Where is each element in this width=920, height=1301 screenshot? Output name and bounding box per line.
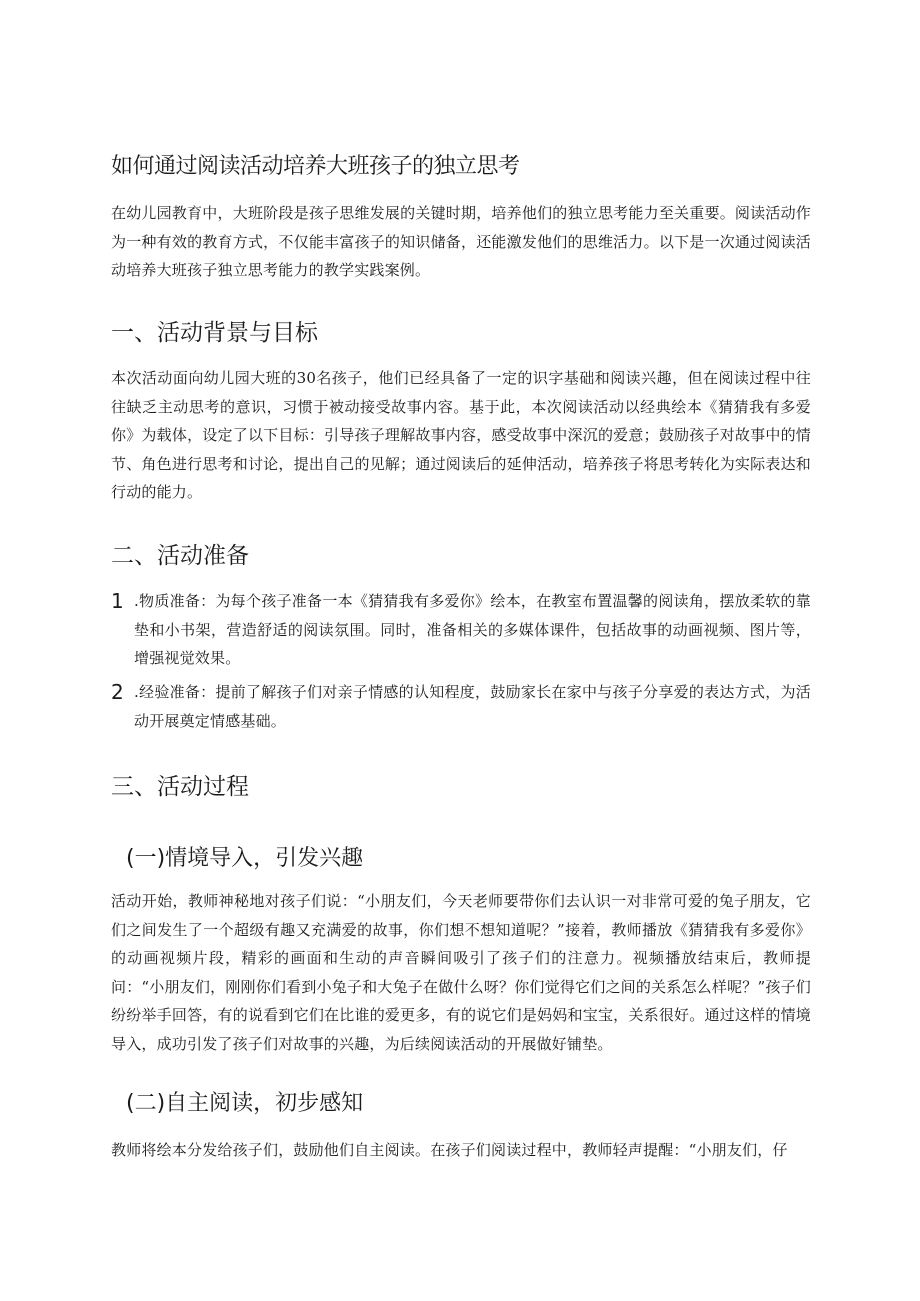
subsection-body-reading: 教师将绘本分发给孩子们，鼓励他们自主阅读。在孩子们阅读过程中，教师轻声提醒：“小朋友们，仔 (111, 1141, 788, 1159)
list-item-number: 2 (111, 680, 124, 704)
subsection-heading-introduction: (一)情境导入，引发兴趣 (126, 846, 364, 871)
list-item (111, 678, 811, 735)
section-body-background: 本次活动面向幼儿园大班的30名孩子，他们已经具备了一定的识字基础和阅读兴趣，但在阅读过程中往往缺乏主动思考的意识，习惯于被动接受故事内容。基于此，本次阅读活动以经典绘本《猜猜我有多爱你》为载体，设定了以下目标：引导孩子理解故事内容，感受故事中深沉的爱意；鼓励孩子对故事中的情节、角色进行思考和讨论，提出自己的见解；通过阅读后的延伸活动，培养孩子将思考转化为实际表达和行动的能力。 (111, 369, 811, 501)
intro-paragraph: 在幼儿园教育中，大班阶段是孩子思维发展的关键时期，培养他们的独立思考能力至关重要。阅读活动作为一种有效的教育方式，不仅能丰富孩子的知识储备，还能激发他们的思维活力。以下是一次通过阅读活动培养大班孩子独立思考能力的教学实践案例。 (111, 204, 811, 279)
list-item-text: .经验准备：提前了解孩子们对亲子情感的认知程度，鼓励家长在家中与孩子分享爱的表达方式，为活动开展奠定情感基础。 (134, 683, 811, 730)
document-title: 如何通过阅读活动培养大班孩子的独立思考 (111, 154, 520, 179)
list-item-text: .物质准备：为每个孩子准备一本《猜猜我有多爱你》绘本，在教室布置温馨的阅读角，摆放柔软的靠垫和小书架，营造舒适的阅读氛围。同时，准备相关的多媒体课件，包括故事的动画视频、图片等，增强视觉效果。 (134, 592, 811, 667)
section-heading-background: 一、活动背景与目标 (111, 320, 318, 346)
list-item-number: 1 (111, 589, 124, 613)
list-item (111, 587, 811, 673)
subsection-heading-reading: (二)自主阅读，初步感知 (126, 1091, 364, 1116)
section-heading-preparation: 二、活动准备 (111, 543, 249, 569)
section-heading-process: 三、活动过程 (111, 774, 249, 800)
subsection-body-introduction: 活动开始，教师神秘地对孩子们说：“小朋友们，今天老师要带你们去认识一对非常可爱的兔子朋友，它们之间发生了一个超级有趣又充满爱的故事，你们想不想知道呢？”接着，教师播放《猜猜我有多爱你》的动画视频片段，精彩的画面和生动的声音瞬间吸引了孩子们的注意力。视频播放结束后，教师提问：“小朋友们，刚刚你们看到小兔子和大兔子在做什么呀？你们觉得它们之间的关系怎么样呢？”孩子们纷纷举手回答，有的说看到它们在比谁的爱更多，有的说它们是妈妈和宝宝，关系很好。通过这样的情境导入，成功引发了孩子们对故事的兴趣，为后续阅读活动的开展做好铺垫。 (111, 892, 811, 1053)
